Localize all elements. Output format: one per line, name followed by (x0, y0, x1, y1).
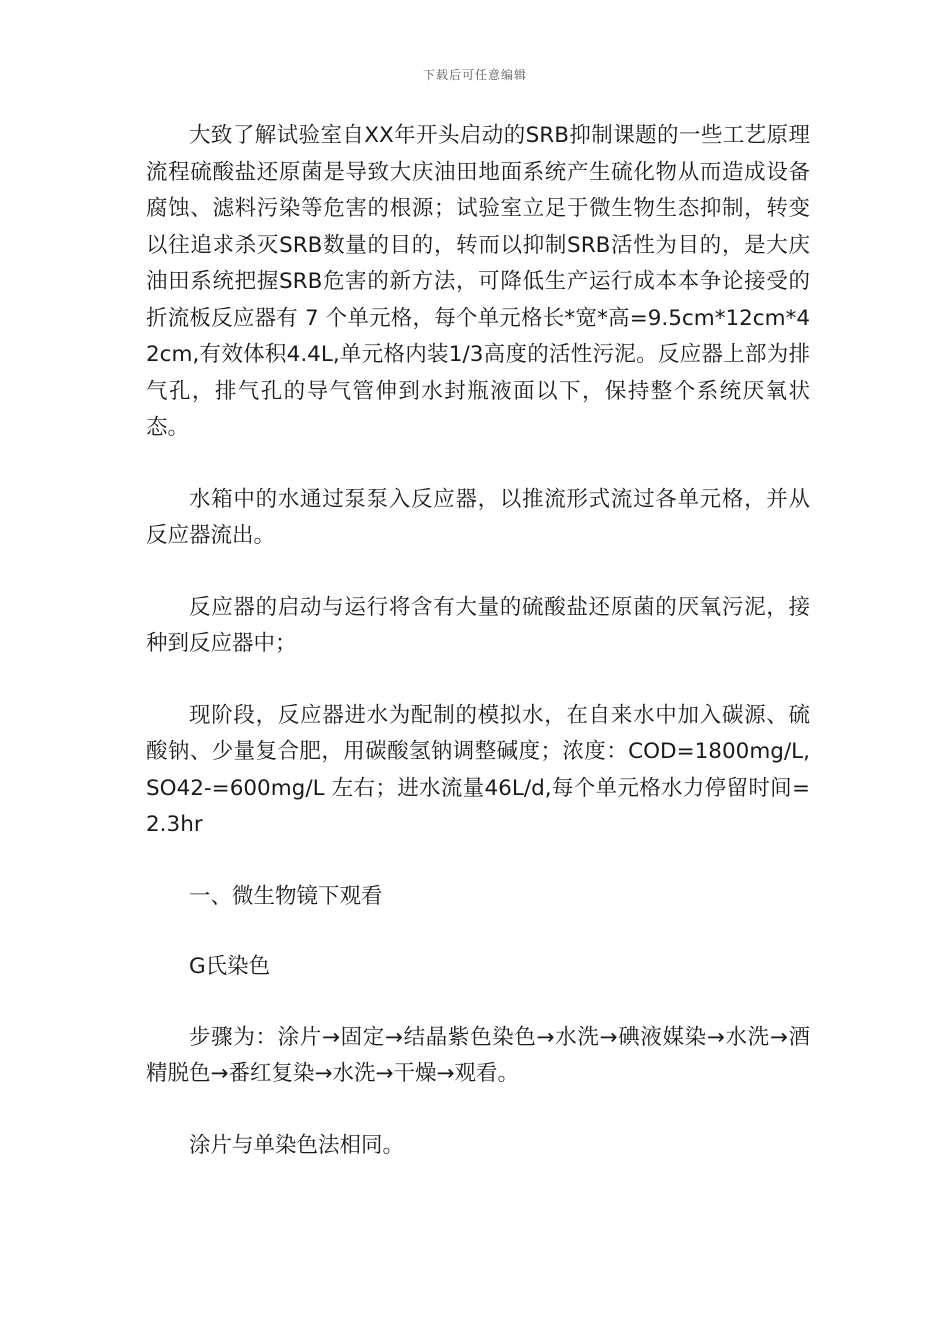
paragraph-srb-overview: 大致了解试验室自XX年开头启动的SRB抑制课题的一些工艺原理流程硫酸盐还原菌是导致大庆油田地面系统产生硫化物从而造成设备腐蚀、滤料污染等危害的根源；试验室立足于微生物生态抑制，转变以往追求杀灭SRB数量的目的，转而以抑制SRB活性为目的，是大庆油田系统把握SRB危害的新方法，可降低生产运行成本本争论接受的折流板反应器有 7 个单元格，每个单元格长*宽*高=9.5cm*12cm*42cm,有效体积4.4L,单元格内装1/3高度的活性污泥。反应器上部为排气孔，排气孔的导气管伸到水封瓶液面以下，保持整个系统厌氧状态。 (146, 123, 810, 440)
subheading-gram-stain: G氏染色 (189, 954, 271, 979)
page-header-note: 下载后可任意编辑 (422, 68, 527, 82)
paragraph-current-stage: 现阶段，反应器进水为配制的模拟水，在自来水中加入碳源、硫酸钠、少量复合肥，用碳酸氢钠调整碱度；浓度：COD=1800mg/L,SO42-=600mg/L 左右；进水流量46L/d,每个单元格水力停留时间=2.3hr (146, 702, 810, 837)
paragraph-reactor-startup: 反应器的启动与运行将含有大量的硫酸盐还原菌的厌氧污泥，接种到反应器中； (146, 594, 810, 656)
document-body (146, 118, 810, 1198)
section-heading-microscopy: 一、微生物镜下观看 (189, 883, 383, 909)
paragraph-stain-steps: 步骤为：涂片→固定→结晶紫色染色→水洗→碘液媒染→水洗→酒精脱色→番红复染→水洗→干燥→观看。 (146, 1024, 810, 1086)
paragraph-smear-note: 涂片与单染色法相同。 (189, 1132, 405, 1158)
paragraph-water-flow: 水箱中的水通过泵泵入反应器，以推流形式流过各单元格，并从反应器流出。 (146, 486, 810, 548)
